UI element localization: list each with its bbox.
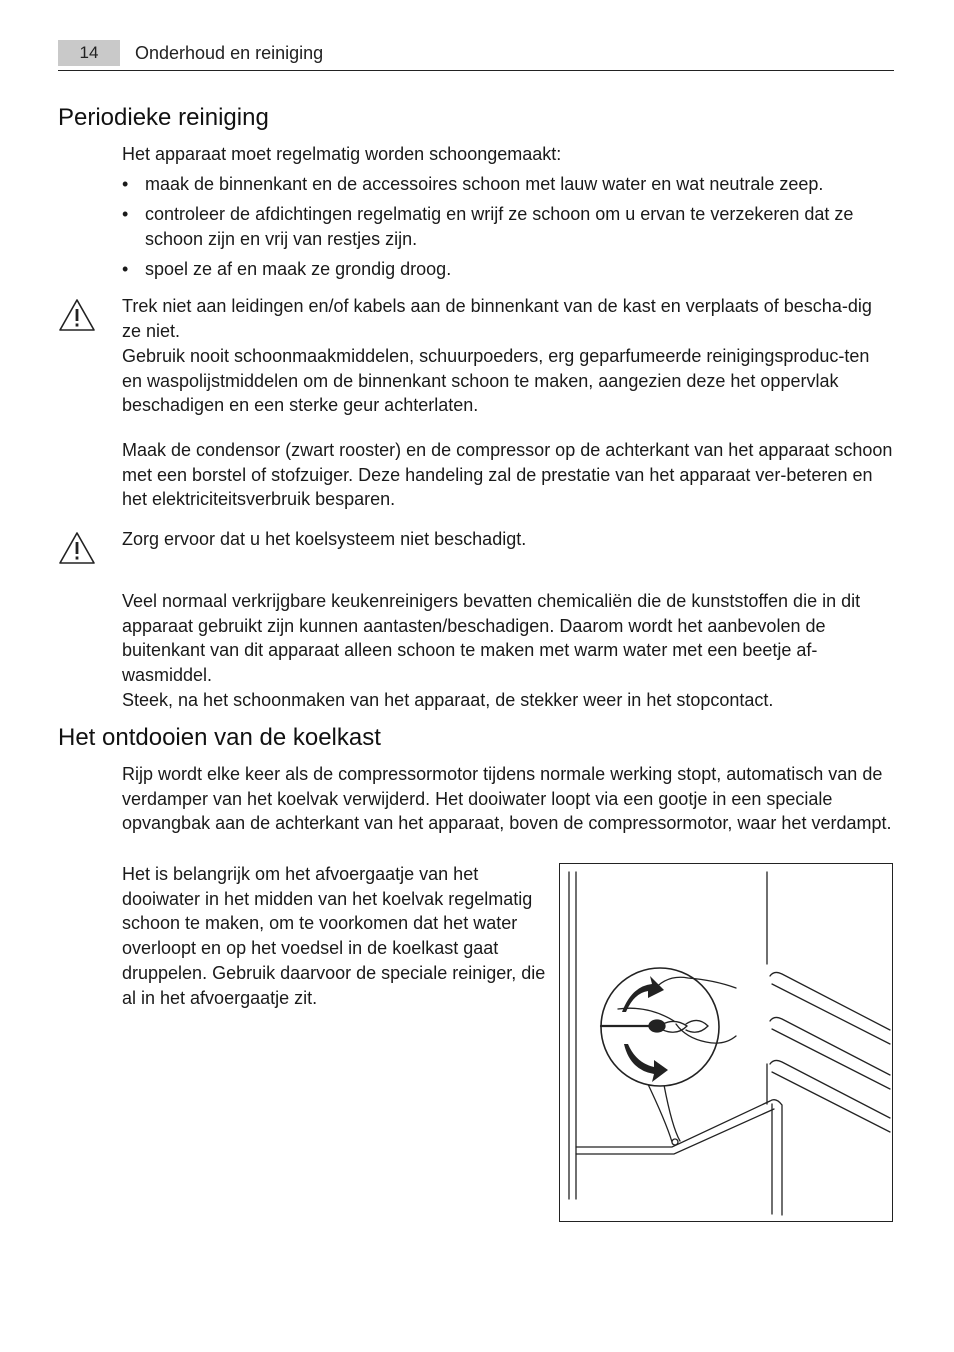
- fridge-drain-drawing: [560, 864, 892, 1221]
- section-title-periodic-cleaning: Periodieke reiniging: [58, 104, 269, 131]
- warning-text-cooling-system: Zorg ervoor dat u het koelsysteem niet beschadigt.: [122, 529, 527, 549]
- list-item-text: maak de binnenkant en de accessoires schoon met lauw water en wat neutrale zeep.: [145, 174, 824, 194]
- cleaners-paragraph: Veel normaal verkrijgbare keukenreinigers bevatten chemicaliën die de kunststoffen die in dit apparaat gebruikt zijn kunnen aantasten/beschadigen. Daarom wordt het aanbevolen de buitenkant van dit apparaat alleen schoon te maken met warm water met een beetje af-wasmiddel.: [122, 591, 861, 686]
- list-item-text: spoel ze af en maak ze grondig droog.: [145, 259, 452, 279]
- bullet-symbol: •: [122, 204, 129, 224]
- warning-text-cables: Trek niet aan leidingen en/of kabels aan de binnenkant van de kast en verplaats of bescha-dig ze niet.: [122, 296, 872, 341]
- header-section-title: Onderhoud en reiniging: [135, 43, 324, 63]
- condensor-paragraph: Maak de condensor (zwart rooster) en de compressor op de achterkant van het apparaat schoon met een borstel of stofzuiger. Deze handeling zal de prestatie van het apparaat ver-beteren en het elektriciteitsverbruik besparen.: [122, 440, 893, 510]
- plug-paragraph: Steek, na het schoonmaken van het apparaat, de stekker weer in het stopcontact.: [122, 690, 774, 710]
- warning-triangle-icon: [58, 298, 96, 332]
- page-number: 14: [58, 40, 120, 66]
- intro-text: Het apparaat moet regelmatig worden schoongemaakt:: [122, 144, 562, 164]
- bullet-symbol: •: [122, 259, 129, 279]
- warning-triangle-icon: [58, 531, 96, 565]
- list-item-text: controleer de afdichtingen regelmatig en wrijf ze schoon om u ervan te verzekeren dat ze schoon zijn en vrij van restjes zijn.: [145, 204, 854, 249]
- page-header: [58, 38, 894, 71]
- warning-text-cleaning-agents: Gebruik nooit schoonmaakmiddelen, schuurpoeders, erg geparfumeerde reinigingsproduc-ten en waspolijstmiddelen om de binnenkant schoon te maken, aangezien deze het oppervlak beschadigen en een sterke geur achterlaten.: [122, 346, 870, 416]
- drain-cleaning-illustration: [559, 863, 893, 1222]
- drain-hole-paragraph: Het is belangrijk om het afvoergaatje van het dooiwater in het midden van het koelvak regelmatig schoon te maken, om te voorkomen dat het water overloopt en op het voedsel in de koelkast gaat druppelen. Gebruik daarvoor de speciale reiniger, die al in het afvoergaatje zit.: [122, 864, 546, 1008]
- bullet-symbol: •: [122, 174, 129, 194]
- defrost-paragraph: Rijp wordt elke keer als de compressormotor tijdens normale werking stopt, automatisch van de verdamper van het koelvak verwijderd. Het dooiwater loopt via een gootje in een speciale opvangbak aan de achterkant van het apparaat, boven de compressormotor, waar het verdampt.: [122, 764, 892, 834]
- section-title-defrosting: Het ontdooien van de koelkast: [58, 724, 381, 751]
